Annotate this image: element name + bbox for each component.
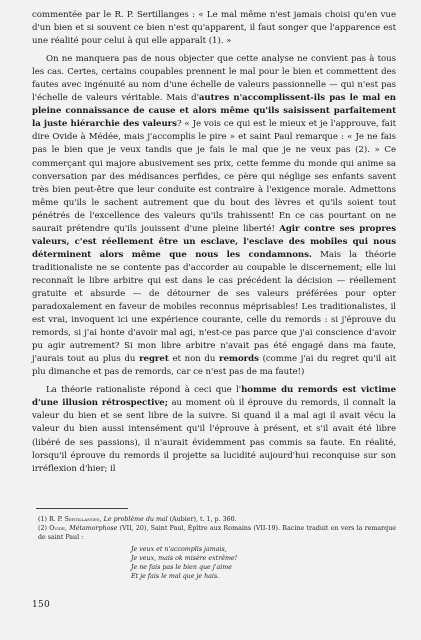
footnote-1-rest: (Aubier), t. 1, p. 360. bbox=[167, 515, 237, 523]
footnote-1 bbox=[38, 515, 396, 524]
emphasis-run: Agir contre ses propres valeurs, c'est réellement être un esclave, l'esclave des mobiles qui nous déterminent alors même que nous les condamnons. bbox=[32, 223, 397, 260]
text-run: La théorie rationaliste répond à ceci que l' bbox=[46, 385, 242, 396]
page-number: 150 bbox=[32, 600, 51, 610]
text-run: et non du bbox=[168, 354, 220, 365]
footnote-2-rest: (VII, 20), Saint Paul, Épître aux Romains (VII-19). Racine traduit en vers la remarque de saint Paul : bbox=[38, 524, 396, 542]
verse-line: Et je fais le mal que je hais. bbox=[131, 573, 220, 581]
footnotes bbox=[32, 515, 396, 582]
main-text bbox=[32, 9, 396, 476]
verse-line: Je veux et n'accomplis jamais, bbox=[131, 545, 227, 553]
footnote-rule bbox=[36, 508, 128, 509]
paragraph-2 bbox=[32, 53, 396, 379]
verse-line: Je ne fais pas le bien que j'aime bbox=[131, 564, 232, 572]
emphasis-run: remords bbox=[219, 354, 259, 365]
paragraph-3 bbox=[32, 384, 396, 475]
text-run: (comme j'ai du regret qu'il ait plu dimanche et pas de remords, car ce n'est pas de ma faute!) bbox=[32, 354, 396, 378]
footnote-1-work: Le problème du mal bbox=[103, 515, 168, 523]
footnote-1-sep: , bbox=[99, 515, 104, 523]
footnote-2-author: Ovide bbox=[49, 524, 65, 532]
footnote-1-author: R. P. Sertillanges bbox=[48, 515, 100, 523]
footnote-2 bbox=[38, 524, 396, 543]
text-run: On ne manquera pas de nous objecter que cette analyse ne convient pas à tous les cas. Certes, certains coupables prennent le mal pour le bien et commettent des fautes avec ingénuité au nom d'une échelle de valeurs passionnelle — qui n'est pas l'échelle de valeurs véritable. Mais d' bbox=[32, 54, 396, 104]
footnote-2-sep: , bbox=[64, 524, 70, 532]
verse-quote bbox=[131, 545, 396, 582]
footnote-1-number: (1) bbox=[38, 515, 47, 523]
text-run: Mais la théorie traditionaliste ne se contente pas d'accorder au coupable le discernement; elle lui reconnaît le libre arbitre qui est dans le cas précédent la décision — réellement gratuite et absurde — de détourner de ses valeurs préférées pour opter paradoxalement en faveur de mobiles reconnus méprisables! Les traditionalistes, il est vrai, invoquent ici une expérience courante, celle du remords : si j'éprouve du remords, si j'ai honte d'avoir mal agi, n'est-ce pas parce que j'ai conscience d'avoir pu agir autrement? Si mon libre arbitre n'avait pas été engagé dans ma faute, j'aurais tout au plus du bbox=[32, 249, 396, 365]
footnote-2-number: (2) bbox=[38, 524, 47, 532]
paragraph-1 bbox=[32, 9, 396, 48]
emphasis-run: homme du remords est victime d'une illusion rétrospective; bbox=[32, 385, 396, 409]
emphasis-run: regret bbox=[139, 354, 169, 365]
text-run: ? « Je vois ce qui est le mieux et je l'approuve, fait dire Ovide à Médée, mais j'accomplis le pire » et saint Paul remarque : « Je ne fais pas le bien que je veux tandis que je fais le mal que je ne veux pas (2). » Ce commerçant qui majore abusivement ses prix, cette femme du monde qui anime sa conversation par des médisances perfides, ce père qui néglige ses enfants savent très bien peut-être que leur conduite est contraire à l'exigence morale. Admettons même qu'ils le sachent autrement que du bout des lèvres et qu'ils soient tout pénétrés de l'excellence des valeurs qu'ils trahissent! En ce cas pourtant on ne saurait prétendre qu'ils jouissent d'une pleine liberté! bbox=[32, 119, 396, 234]
emphasis-run: autres n'accomplissent-ils pas le mal en pleine connaissance de cause et alors même qu'ils saisissent parfaitement la juste hiérarchie des valeurs bbox=[32, 93, 396, 130]
text-run: commentée par le R. P. Sertillanges : « Le mal même n'est jamais choisi qu'en vue d'un bien et si souvent ce bien n'est qu'apparent, il faut songer que l'apparence est une réalité pour celui à qui elle apparaît (1). » bbox=[32, 10, 396, 47]
footnote-2-work: Métamorphose bbox=[69, 524, 118, 532]
text-run: au moment où il éprouve du remords, il connaît la valeur du bien et se sent libre de la suivre. Si quand il a mal agi il avait vécu la valeur du bien aussi intensément qu'il l'éprouve à présent, et s'il avait été libre (libéré de ses passions), il n'aurait évidemment pas commis sa faute. En réalité, lorsqu'il éprouve du remords il projette sa lucidité aujourd'hui reconquise sur son irréflexion d'hier; il bbox=[32, 398, 396, 474]
verse-line: Je veux, mais ok misère extrême! bbox=[131, 554, 238, 562]
